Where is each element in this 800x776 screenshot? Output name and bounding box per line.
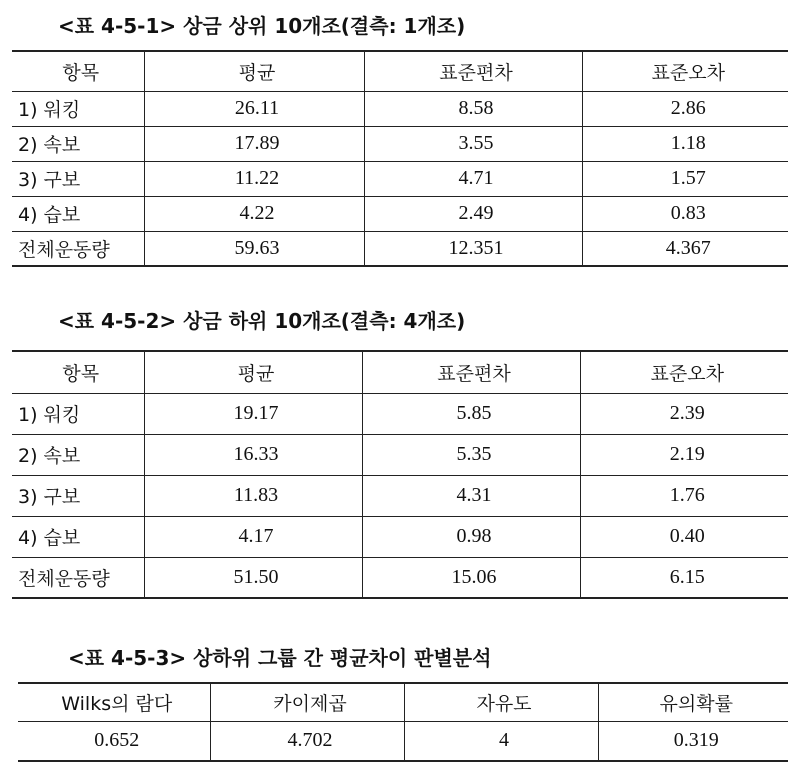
se-cell: 1.76	[580, 475, 788, 516]
p-cell: 0.319	[598, 721, 788, 761]
table-3-caption: <표 4-5-3> 상하위 그룹 간 평균차이 판별분석	[68, 646, 492, 670]
std-cell: 5.85	[362, 393, 580, 434]
table-2-header-std: 표준편차	[362, 351, 580, 393]
table-row	[12, 434, 788, 475]
mean-cell: 4.22	[144, 196, 364, 231]
se-cell: 0.83	[582, 196, 788, 231]
table-1-header-se: 표준오차	[582, 51, 788, 91]
table-2-header-item: 항목	[12, 351, 144, 393]
mean-cell: 59.63	[144, 231, 364, 266]
table-3-header-wilks: Wilks의 람다	[18, 683, 210, 721]
row-label: 2) 속보	[12, 126, 144, 161]
row-label: 3) 구보	[12, 475, 144, 516]
row-label: 전체운동량	[12, 231, 144, 266]
std-cell: 8.58	[364, 91, 582, 126]
table-row	[12, 557, 788, 598]
table-3	[18, 682, 788, 762]
table-1-header-mean: 평균	[144, 51, 364, 91]
se-cell: 2.39	[580, 393, 788, 434]
table-row	[12, 516, 788, 557]
wilks-cell: 0.652	[18, 721, 210, 761]
table-1-header-std: 표준편차	[364, 51, 582, 91]
table-2-header-row	[12, 351, 788, 393]
se-cell: 4.367	[582, 231, 788, 266]
row-label: 4) 습보	[12, 196, 144, 231]
row-label: 3) 구보	[12, 161, 144, 196]
std-cell: 4.71	[364, 161, 582, 196]
se-cell: 2.19	[580, 434, 788, 475]
table-1	[12, 50, 788, 267]
se-cell: 0.40	[580, 516, 788, 557]
mean-cell: 11.83	[144, 475, 362, 516]
table-1-caption: <표 4-5-1> 상금 상위 10개조(결측: 1개조)	[58, 14, 466, 38]
std-cell: 15.06	[362, 557, 580, 598]
table-row	[12, 475, 788, 516]
df-cell: 4	[404, 721, 598, 761]
std-cell: 3.55	[364, 126, 582, 161]
mean-cell: 51.50	[144, 557, 362, 598]
table-1-header-item: 항목	[12, 51, 144, 91]
std-cell: 2.49	[364, 196, 582, 231]
table-3-header-row	[18, 683, 788, 721]
std-cell: 0.98	[362, 516, 580, 557]
table-row	[18, 721, 788, 761]
se-cell: 6.15	[580, 557, 788, 598]
row-label: 2) 속보	[12, 434, 144, 475]
row-label: 전체운동량	[12, 557, 144, 598]
table-2-header-se: 표준오차	[580, 351, 788, 393]
mean-cell: 16.33	[144, 434, 362, 475]
mean-cell: 26.11	[144, 91, 364, 126]
table-3-header-df: 자유도	[404, 683, 598, 721]
table-1-header-row	[12, 51, 788, 91]
mean-cell: 17.89	[144, 126, 364, 161]
table-3-header-p: 유의확률	[598, 683, 788, 721]
row-label: 1) 워킹	[12, 91, 144, 126]
table-row	[12, 231, 788, 266]
chi-cell: 4.702	[210, 721, 404, 761]
std-cell: 12.351	[364, 231, 582, 266]
row-label: 1) 워킹	[12, 393, 144, 434]
table-row	[12, 393, 788, 434]
se-cell: 1.18	[582, 126, 788, 161]
mean-cell: 4.17	[144, 516, 362, 557]
table-row	[12, 91, 788, 126]
se-cell: 1.57	[582, 161, 788, 196]
table-row	[12, 196, 788, 231]
std-cell: 5.35	[362, 434, 580, 475]
table-row	[12, 161, 788, 196]
mean-cell: 11.22	[144, 161, 364, 196]
se-cell: 2.86	[582, 91, 788, 126]
row-label: 4) 습보	[12, 516, 144, 557]
mean-cell: 19.17	[144, 393, 362, 434]
table-row	[12, 126, 788, 161]
std-cell: 4.31	[362, 475, 580, 516]
table-3-header-chi: 카이제곱	[210, 683, 404, 721]
table-2-header-mean: 평균	[144, 351, 362, 393]
table-2-caption: <표 4-5-2> 상금 하위 10개조(결측: 4개조)	[58, 309, 466, 333]
table-2	[12, 350, 788, 599]
